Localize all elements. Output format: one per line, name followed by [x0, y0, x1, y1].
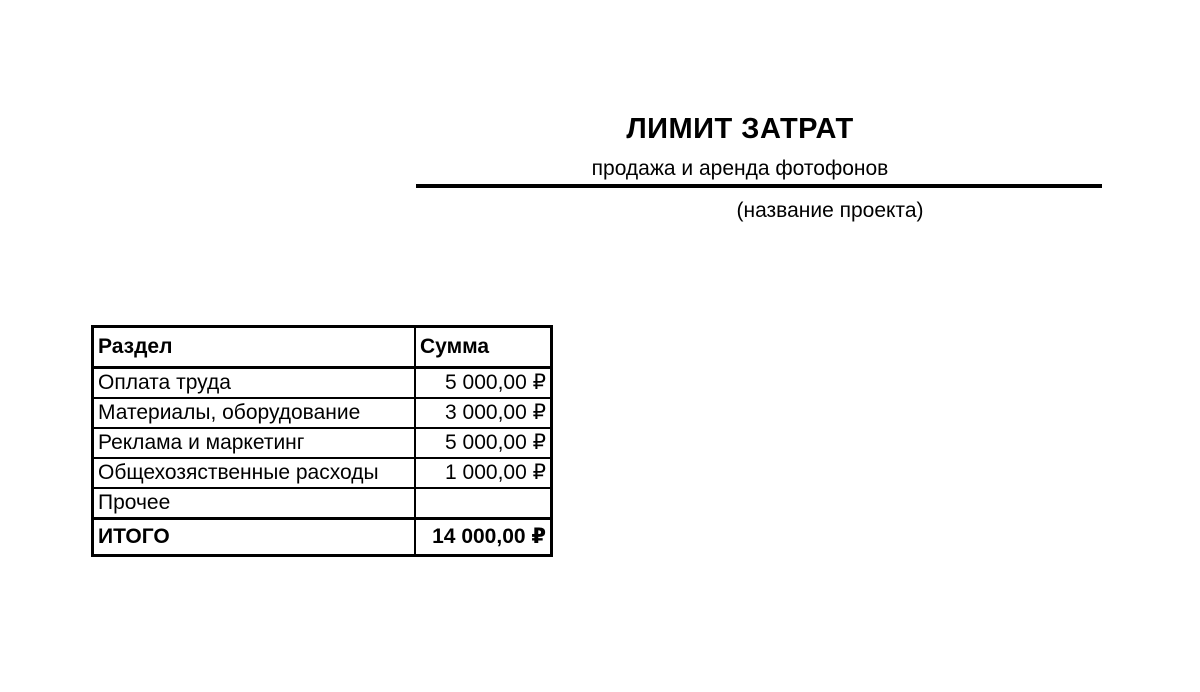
row-amount-cell: 5 000,00 ₽ [415, 368, 552, 399]
page-title: ЛИМИТ ЗАТРАТ [626, 113, 854, 145]
table-total-row [93, 519, 552, 556]
table-row [93, 398, 552, 428]
project-name-caption: (название проекта) [736, 199, 924, 222]
table-header-row [93, 327, 552, 368]
cost-limit-table [91, 325, 553, 557]
row-section-cell: Реклама и маркетинг [93, 428, 416, 458]
row-amount-cell [415, 488, 552, 519]
row-section-cell: Прочее [93, 488, 416, 519]
row-section-cell: Общехозяственные расходы [93, 458, 416, 488]
total-label-cell: ИТОГО [93, 519, 416, 556]
table-row [93, 368, 552, 399]
project-name: продажа и аренда фотофонов [591, 157, 889, 180]
row-amount-cell: 1 000,00 ₽ [415, 458, 552, 488]
row-section-cell: Оплата труда [93, 368, 416, 399]
row-amount-cell: 5 000,00 ₽ [415, 428, 552, 458]
column-header-amount: Сумма [415, 327, 552, 368]
column-header-section: Раздел [93, 327, 416, 368]
total-amount-cell: 14 000,00 ₽ [415, 519, 552, 556]
project-name-underline [416, 184, 1102, 188]
row-amount-cell: 3 000,00 ₽ [415, 398, 552, 428]
row-section-cell: Материалы, оборудование [93, 398, 416, 428]
table-row [93, 428, 552, 458]
table-row [93, 488, 552, 519]
table-row [93, 458, 552, 488]
